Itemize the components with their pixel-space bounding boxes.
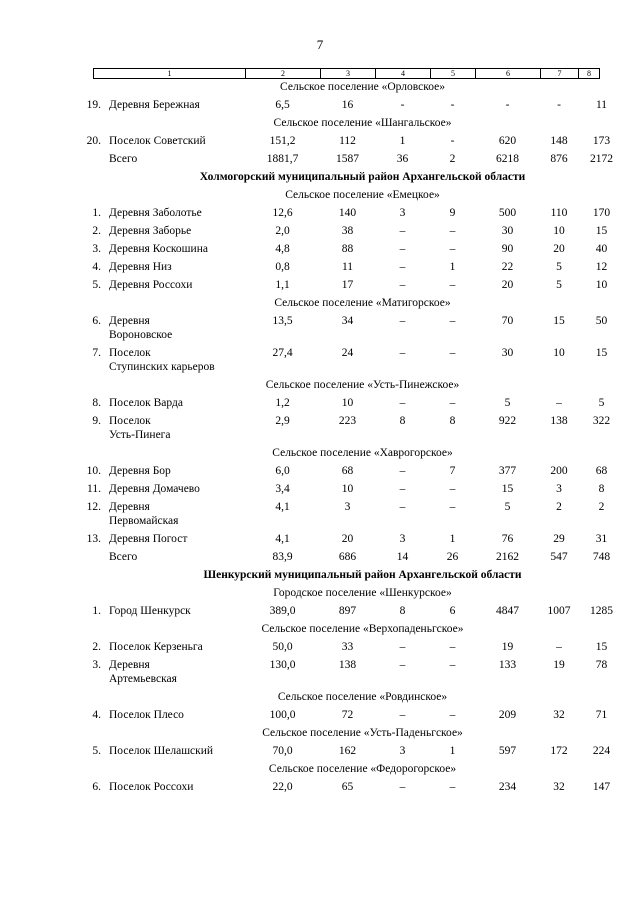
row-number: 3. [92,659,101,671]
cell-col-5: 6 [449,605,456,617]
settlement-heading: Сельское поселение «Усть-Пинежское» [265,379,460,391]
table-row [0,744,640,758]
cell-col-8: 15 [595,641,608,653]
cell-col-5: - [450,135,455,147]
cell-col-2: 83,9 [272,551,293,563]
cell-col-2: 50,0 [272,641,293,653]
locality-name-line: Деревня Россохи [109,279,193,291]
cell-col-4: – [399,397,406,409]
cell-col-8: 1285 [590,605,613,617]
locality-name-line: Деревня Домачево [109,483,200,495]
locality-name [109,500,245,528]
table-row [0,708,640,722]
row-number: 12. [86,501,101,513]
locality-name [109,532,245,546]
cell-col-3: 34 [341,315,354,327]
locality-name-line: Всего [109,551,138,563]
cell-col-4: – [399,659,406,671]
locality-name-line: Деревня Заборье [109,225,192,237]
cell-col-3: 112 [339,135,356,147]
locality-name [109,314,245,342]
locality-name [109,640,245,654]
cell-col-3: 223 [338,415,357,427]
locality-name-line: Усть-Пинега [109,429,171,441]
cell-col-5: – [449,501,456,513]
settlement-heading: Городское поселение «Шенкурское» [273,587,452,599]
cell-col-7: 5 [556,279,562,291]
cell-col-6: 234 [498,781,517,793]
row-number: 9. [92,415,101,427]
cell-col-8: 170 [592,207,611,219]
cell-col-7: 19 [553,659,565,671]
cell-col-4: - [400,99,405,111]
locality-name-line: Деревня Низ [109,261,172,273]
cell-col-5: – [449,397,456,409]
cell-col-2: 70,0 [272,745,293,757]
cell-col-2: 389,0 [269,605,296,617]
locality-name-line: Поселок Варда [109,397,183,409]
cell-col-2: 1,1 [275,279,290,291]
table-row [0,242,640,256]
cell-col-4: – [399,315,406,327]
cell-col-4: – [399,465,406,477]
cell-col-4: 3 [399,745,406,757]
locality-name-line: Деревня Заболотье [109,207,202,219]
locality-name-line: Артемьевская [109,673,177,685]
cell-col-2: 13,5 [272,315,293,327]
row-number: 5. [92,745,101,757]
cell-col-4: – [399,261,406,273]
cell-col-7: – [556,397,562,409]
locality-name [109,464,245,478]
cell-col-7: 20 [553,243,565,255]
row-number: 2. [92,641,101,653]
table-row [0,482,640,496]
cell-col-7: 32 [553,781,565,793]
cell-col-5: – [449,483,456,495]
cell-col-3: 10 [341,483,354,495]
locality-name-line: Деревня Бережная [109,99,200,111]
cell-col-8: 31 [595,533,608,545]
cell-col-5: 2 [449,153,456,165]
locality-name-line: Ступинских карьеров [109,361,215,373]
table-row [0,500,640,528]
locality-name-line: Поселок Керзеньга [109,641,203,653]
cell-col-5: 1 [449,745,456,757]
cell-col-5: 9 [449,207,456,219]
cell-col-3: 1587 [336,153,359,165]
cell-col-2: 4,1 [275,533,290,545]
row-number: 10. [86,465,101,477]
table-row [0,278,640,292]
cell-col-5: 1 [449,533,456,545]
cell-col-4: – [399,483,406,495]
column-header-8: 8 [579,69,600,79]
cell-col-6: 500 [498,207,517,219]
cell-col-7: – [556,641,562,653]
cell-col-6: 377 [498,465,517,477]
cell-col-6: 209 [498,709,517,721]
cell-col-7: 138 [550,415,568,427]
table-row [0,98,640,112]
cell-col-3: 17 [341,279,354,291]
cell-col-2: 3,4 [275,483,290,495]
table-row [0,314,640,342]
row-number: 19. [86,99,101,111]
cell-col-7: 1007 [547,605,571,617]
cell-col-3: 897 [338,605,357,617]
locality-name [109,346,245,374]
row-number: 11. [87,483,101,495]
cell-col-8: 40 [595,243,608,255]
column-header-4: 4 [376,69,431,79]
locality-name [109,98,245,112]
table-row [0,206,640,220]
settlement-heading: Сельское поселение «Хаврогорское» [272,447,453,459]
table-row [0,658,640,686]
table-row [0,550,640,564]
column-number-header [93,68,600,79]
cell-col-4: – [399,501,406,513]
cell-col-7: - [557,99,561,111]
cell-col-3: 162 [338,745,357,757]
row-number: 20. [86,135,101,147]
cell-col-6: - [505,99,510,111]
cell-col-5: – [449,709,456,721]
cell-col-6: 15 [501,483,514,495]
cell-col-6: 30 [501,225,514,237]
cell-col-6: 597 [498,745,517,757]
cell-col-6: 76 [501,533,514,545]
row-number: 3. [92,243,101,255]
row-number: 5. [92,279,101,291]
cell-col-6: 6218 [496,153,519,165]
cell-col-8: 147 [592,781,611,793]
cell-col-7: 10 [553,347,565,359]
column-header-6: 6 [476,69,541,79]
locality-name-line: Первомайская [109,515,179,527]
cell-col-8: 71 [595,709,608,721]
row-number: 7. [92,347,101,359]
locality-name-line: Поселок [109,347,151,359]
column-header-3: 3 [321,69,376,79]
cell-col-4: – [399,279,406,291]
cell-col-7: 876 [550,153,568,165]
locality-name-line: Поселок Плесо [109,709,184,721]
cell-col-8: 12 [595,261,608,273]
cell-col-2: 2,0 [275,225,290,237]
cell-col-3: 24 [341,347,354,359]
locality-name [109,206,245,220]
locality-name [109,550,245,564]
settlement-table-body [0,80,640,798]
cell-col-7: 148 [550,135,568,147]
cell-col-3: 16 [341,99,354,111]
cell-col-5: 7 [449,465,456,477]
row-number: 1. [92,605,101,617]
table-row [0,780,640,794]
row-number: 13. [86,533,101,545]
cell-col-7: 172 [550,745,568,757]
settlement-heading: Сельское поселение «Ровдинское» [277,691,448,703]
cell-col-3: 65 [341,781,354,793]
locality-name-line: Поселок Россохи [109,781,194,793]
locality-name-line: Город Шенкурск [109,605,191,617]
cell-col-8: 8 [598,483,605,495]
cell-col-7: 29 [553,533,565,545]
cell-col-2: 2,9 [275,415,290,427]
table-row [0,260,640,274]
locality-name-line: Поселок Шелашский [109,745,214,757]
cell-col-6: 4847 [496,605,519,617]
cell-col-3: 20 [341,533,354,545]
cell-col-5: – [449,243,456,255]
row-number: 6. [92,781,101,793]
cell-col-6: 19 [501,641,514,653]
cell-col-7: 200 [550,465,568,477]
settlement-heading: Сельское поселение «Верхопаденьгское» [261,623,464,635]
cell-col-4: 8 [399,605,406,617]
locality-name [109,414,245,442]
settlement-heading: Сельское поселение «Емецкое» [285,189,440,201]
cell-col-5: – [449,781,456,793]
settlement-heading: Сельское поселение «Шангальское» [273,117,452,129]
cell-col-8: 10 [595,279,608,291]
cell-col-7: 3 [556,483,562,495]
column-header-7: 7 [541,69,579,79]
cell-col-4: – [399,243,406,255]
cell-col-4: 8 [399,415,406,427]
column-header-2: 2 [246,69,321,79]
cell-col-5: 8 [449,415,456,427]
cell-col-5: 26 [446,551,459,563]
cell-col-8: 15 [595,347,608,359]
cell-col-3: 38 [341,225,354,237]
table-row [0,346,640,374]
cell-col-7: 15 [553,315,565,327]
locality-name [109,224,245,238]
cell-col-3: 72 [341,709,354,721]
cell-col-8: 2 [598,501,605,513]
settlement-heading: Сельское поселение «Усть-Паденьгское» [262,727,463,739]
locality-name [109,708,245,722]
cell-col-8: 50 [595,315,608,327]
cell-col-3: 686 [338,551,357,563]
row-number: 6. [92,315,101,327]
cell-col-5: – [449,659,456,671]
cell-col-6: 5 [504,501,511,513]
cell-col-6: 70 [501,315,514,327]
locality-name-line: Деревня [109,315,150,327]
column-header-5: 5 [431,69,476,79]
cell-col-5: - [450,99,455,111]
cell-col-6: 620 [498,135,517,147]
row-number: 4. [92,709,101,721]
cell-col-3: 11 [341,261,354,273]
cell-col-3: 3 [344,501,351,513]
cell-col-8: 68 [595,465,608,477]
cell-col-5: – [449,279,456,291]
cell-col-6: 5 [504,397,511,409]
district-heading: Холмогорский муниципальный район Архангельской области [199,171,526,183]
cell-col-3: 140 [338,207,357,219]
cell-col-3: 33 [341,641,354,653]
cell-col-4: 3 [399,207,406,219]
cell-col-2: 100,0 [269,709,296,721]
table-row [0,414,640,442]
table-row [0,640,640,654]
table-row [0,464,640,478]
cell-col-4: – [399,709,406,721]
cell-col-3: 88 [341,243,354,255]
cell-col-4: 3 [399,533,406,545]
locality-name-line: Поселок [109,415,151,427]
cell-col-5: – [449,315,456,327]
cell-col-7: 547 [550,551,568,563]
locality-name-line: Вороновское [109,329,173,341]
cell-col-4: 36 [396,153,409,165]
cell-col-4: – [399,641,406,653]
cell-col-7: 32 [553,709,565,721]
locality-name-line: Всего [109,153,138,165]
cell-col-6: 133 [498,659,517,671]
cell-col-3: 68 [341,465,354,477]
locality-name-line: Деревня [109,501,150,513]
table-row [0,134,640,148]
cell-col-6: 22 [501,261,514,273]
cell-col-6: 90 [501,243,514,255]
locality-name [109,260,245,274]
table-row [0,604,640,618]
cell-col-8: 5 [598,397,605,409]
locality-name-line: Деревня Погост [109,533,188,545]
locality-name [109,278,245,292]
cell-col-6: 922 [498,415,517,427]
cell-col-4: 14 [396,551,409,563]
locality-name [109,134,245,148]
cell-col-7: 5 [556,261,562,273]
cell-col-2: 1,2 [275,397,290,409]
cell-col-2: 151,2 [269,135,296,147]
cell-col-4: – [399,347,406,359]
cell-col-5: – [449,347,456,359]
cell-col-6: 30 [501,347,514,359]
cell-col-3: 138 [338,659,357,671]
locality-name [109,604,245,618]
cell-col-8: 78 [595,659,608,671]
table-row [0,224,640,238]
cell-col-3: 10 [341,397,354,409]
locality-name [109,780,245,794]
district-heading: Шенкурский муниципальный район Архангельской области [203,569,522,581]
cell-col-7: 10 [553,225,565,237]
cell-col-4: – [399,781,406,793]
cell-col-7: 2 [556,501,562,513]
cell-col-8: 15 [595,225,608,237]
cell-col-8: 2172 [590,153,613,165]
locality-name-line: Деревня Бор [109,465,171,477]
cell-col-6: 2162 [496,551,519,563]
locality-name [109,152,245,166]
cell-col-2: 6,0 [275,465,290,477]
page-number: 7 [316,37,324,52]
cell-col-4: 1 [399,135,406,147]
settlement-heading: Сельское поселение «Орловское» [280,81,445,93]
row-number: 2. [92,225,101,237]
cell-col-2: 0,8 [275,261,290,273]
cell-col-2: 4,1 [275,501,290,513]
locality-name [109,396,245,410]
cell-col-2: 22,0 [272,781,293,793]
cell-col-2: 6,5 [275,99,290,111]
locality-name [109,482,245,496]
cell-col-2: 4,8 [275,243,290,255]
cell-col-2: 12,6 [272,207,293,219]
row-number: 1. [92,207,101,219]
settlement-heading: Сельское поселение «Федорогорское» [268,763,457,775]
table-row [0,532,640,546]
settlement-heading: Сельское поселение «Матигорское» [274,297,451,309]
table-row [0,396,640,410]
cell-col-7: 110 [550,207,568,219]
locality-name-line: Поселок Советский [109,135,206,147]
row-number: 4. [92,261,101,273]
table-row [0,152,640,166]
cell-col-2: 1881,7 [266,153,299,165]
cell-col-8: 224 [592,745,611,757]
column-header-1: 1 [94,69,246,79]
locality-name [109,658,245,686]
cell-col-2: 130,0 [269,659,296,671]
cell-col-8: 322 [592,415,611,427]
locality-name [109,744,245,758]
cell-col-5: – [449,225,456,237]
cell-col-8: 173 [592,135,611,147]
locality-name [109,242,245,256]
locality-name-line: Деревня [109,659,150,671]
cell-col-5: 1 [449,261,456,273]
cell-col-2: 27,4 [272,347,293,359]
cell-col-5: – [449,641,456,653]
cell-col-8: 11 [595,99,608,111]
cell-col-8: 748 [592,551,611,563]
cell-col-6: 20 [501,279,514,291]
row-number: 8. [92,397,101,409]
locality-name-line: Деревня Коскошина [109,243,208,255]
cell-col-4: – [399,225,406,237]
